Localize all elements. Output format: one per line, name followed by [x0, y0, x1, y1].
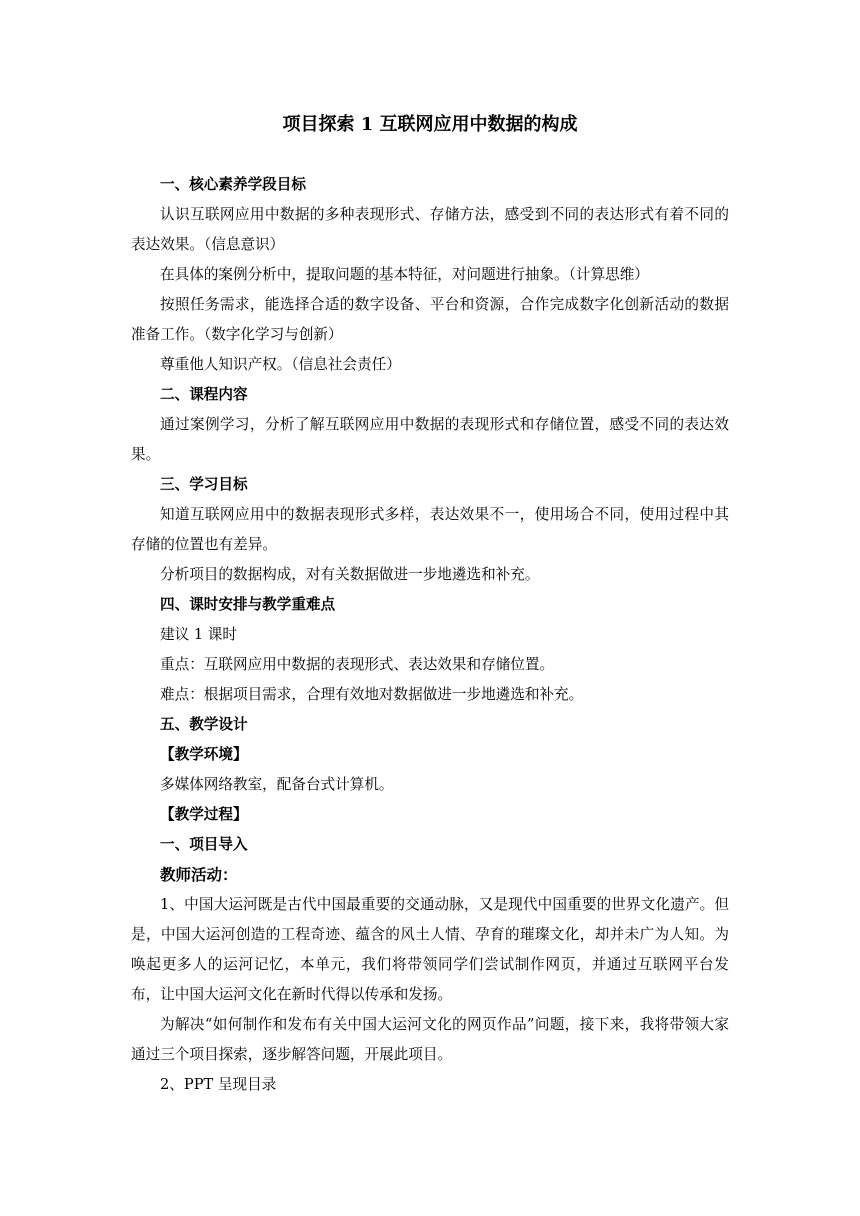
paragraph-goal-computational-thinking: 在具体的案例分析中，提取问题的基本特征，对问题进行抽象。（计算思维） [160, 266, 649, 283]
paragraph-teacher-activity-1: 1、中国大运河既是古代中国最重要的交通动脉，又是现代中国重要的世界文化遗产。但是，中国大运河创造的工程奇迹、蕴含的风土人情、孕育的璀璨文化，却并未广为人知。为唤起更多人的运河记忆，本单元，我们将带领同学们尝试制作网页，并通过互联网平台发布，让中国大运河文化在新时代得以传承和发扬。 [131, 896, 729, 1003]
document-body [131, 170, 729, 1100]
page-title: 项目探索 1 互联网应用中数据的构成 [282, 114, 578, 135]
paragraph-teacher-activity-2: 为解决“如何制作和发布有关中国大运河文化的网页作品”问题，接下来，我将带领大家通过三个项目探索，逐步解答问题，开展此项目。 [131, 1016, 729, 1063]
section-heading-course-content: 二、课程内容 [160, 386, 248, 403]
subheading-teacher-activity: 教师活动： [160, 866, 238, 884]
paragraph-course-content: 通过案例学习，分析了解互联网应用中数据的表现形式和存储位置，感受不同的表达效果。 [131, 416, 729, 463]
subheading-process: 【教学过程】 [160, 806, 248, 823]
paragraph-goal-info-awareness: 认识互联网应用中数据的多种表现形式、存储方法，感受到不同的表达形式有着不同的表达效果。（信息意识） [131, 206, 729, 253]
paragraph-schedule: 建议 1 课时 [160, 626, 237, 643]
paragraph-learning-goal-1: 知道互联网应用中的数据表现形式多样，表达效果不一，使用场合不同，使用过程中其存储的位置也有差异。 [131, 506, 729, 553]
paragraph-environment: 多媒体网络教室，配备台式计算机。 [160, 776, 394, 793]
paragraph-key-point: 重点：互联网应用中数据的表现形式、表达效果和存储位置。 [160, 656, 555, 673]
paragraph-difficult-point: 难点：根据项目需求，合理有效地对数据做进一步地遴选和补充。 [160, 686, 584, 703]
paragraph-ppt-outline: 2、PPT 呈现目录 [160, 1076, 277, 1093]
section-heading-learning-goals: 三、学习目标 [160, 476, 248, 493]
paragraph-goal-digital-learning: 按照任务需求，能选择合适的数字设备、平台和资源，合作完成数字化创新活动的数据准备工作。（数字化学习与创新） [131, 296, 729, 343]
subheading-environment: 【教学环境】 [160, 746, 248, 763]
section-heading-teaching-design: 五、教学设计 [160, 716, 248, 733]
section-heading-goals: 一、核心素养学段目标 [160, 176, 306, 193]
subheading-project-intro: 一、项目导入 [160, 836, 248, 853]
paragraph-learning-goal-2: 分析项目的数据构成，对有关数据做进一步地遴选和补充。 [160, 566, 540, 583]
paragraph-goal-social-responsibility: 尊重他人知识产权。（信息社会责任） [160, 356, 401, 373]
section-heading-schedule: 四、课时安排与教学重难点 [160, 596, 336, 613]
